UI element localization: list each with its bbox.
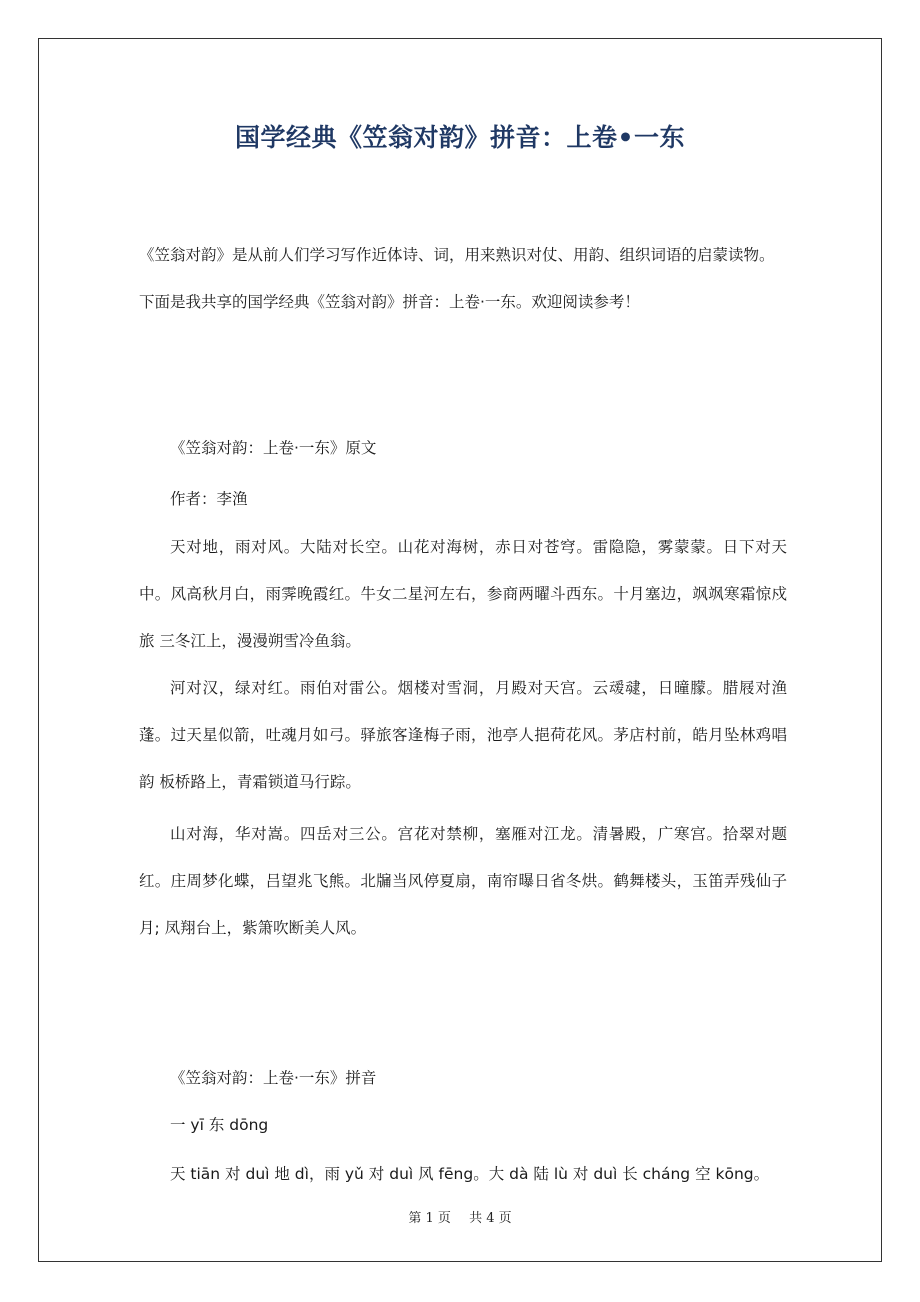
pinyin-line-1: 一 yī 东 dōng	[170, 1116, 269, 1134]
page-number: 第 1 页	[408, 1211, 451, 1226]
pinyin-heading: 《笠翁对韵：上卷·一东》拼音	[170, 1069, 377, 1087]
stanza-2: 河对汉，绿对红。雨伯对雷公。烟楼对雪洞，月殿对天宫。云叆叇，日曈朦。腊屐对渔蓬。过天星似箭，吐魂月如弓。驿旅客逢梅子雨，池亭人挹荷花风。茅店村前，皓月坠林鸡唱韵 板桥路上，青霜锁道马行踪。	[139, 679, 787, 791]
author-line: 作者：李渔	[170, 490, 248, 508]
pinyin-line-2: 天 tiān 对 duì 地 dì，雨 yǔ 对 duì 风 fēng。大 dà 陆 lù 对 duì 长 cháng 空 kōng。	[170, 1165, 770, 1183]
stanza-1: 天对地，雨对风。大陆对长空。山花对海树，赤日对苍穹。雷隐隐，雾蒙蒙。日下对天中。风高秋月白，雨霁晚霞红。牛女二星河左右，参商两曜斗西东。十月塞边，飒飒寒霜惊戍旅 三冬江上，漫漫朔雪冷鱼翁。	[139, 538, 787, 650]
original-heading: 《笠翁对韵：上卷·一东》原文	[170, 439, 377, 457]
stanza-3: 山对海，华对嵩。四岳对三公。宫花对禁柳，塞雁对江龙。清暑殿，广寒宫。拾翠对题红。庄周梦化蝶，吕望兆飞熊。北牖当风停夏扇，南帘曝日省冬烘。鹤舞楼头，玉笛弄残仙子月; 凤翔台上，紫箫吹断美人风。	[139, 825, 787, 937]
document-title: 国学经典《笠翁对韵》拼音：上卷•一东	[235, 123, 685, 152]
page-total: 共 4 页	[469, 1211, 512, 1226]
page-footer	[0, 1207, 920, 1226]
intro-paragraph: 《笠翁对韵》是从前人们学习写作近体诗、词，用来熟识对仗、用韵、组织词语的启蒙读物。下面是我共享的国学经典《笠翁对韵》拼音：上卷·一东。欢迎阅读参考！	[139, 246, 775, 311]
